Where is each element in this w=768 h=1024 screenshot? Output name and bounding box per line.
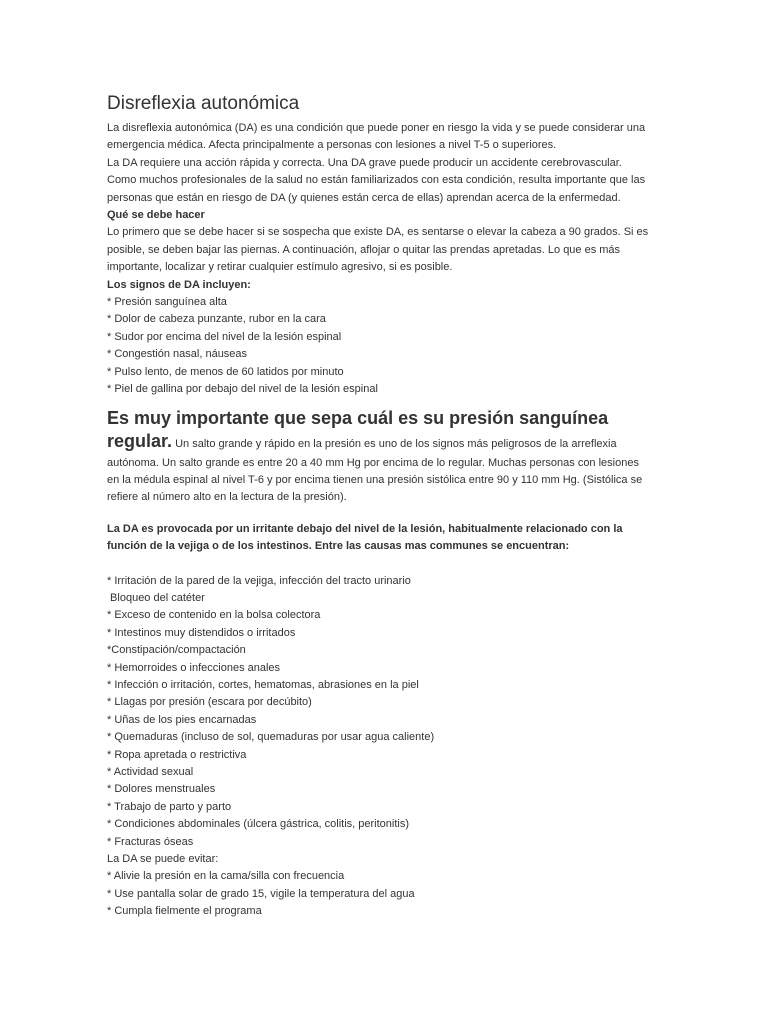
document-title: Disreflexia autonómica — [107, 93, 300, 114]
list-item: * Condiciones abdominales (úlcera gástrica, colitis, peritonitis) — [107, 818, 410, 831]
pressure-heading-end: regular. — [107, 430, 173, 451]
text-line: función de la vejiga o de los intestinos. Entre las causas mas communes se encuentran: — [107, 540, 570, 553]
text-line: Lo primero que se debe hacer si se sospecha que existe DA, es sentarse o elevar la cabeza a 90 grados. Si es — [107, 226, 649, 239]
list-item: * Piel de gallina por debajo del nivel de la lesión espinal — [107, 383, 378, 396]
pressure-section — [107, 407, 667, 507]
text-line: autónoma. Un salto grande es entre 20 a 40 mm Hg por encima de lo regular. Muchas personas con lesiones — [107, 456, 639, 469]
text-line: en la médula espinal al nivel T-6 y por encima tienen una presión sistólica entre 90 y 110 mm Hg. (Sistólica se — [107, 473, 643, 486]
text-line: La DA es provocada por un irritante debajo del nivel de la lesión, habitualmente relacionado con la — [107, 522, 623, 535]
list-item: * Cumpla fielmente el programa — [107, 905, 262, 918]
pressure-heading: Es muy importante que sepa cuál es su presión sanguínea — [107, 407, 609, 428]
text-line: Como muchos profesionales de la salud no están familiarizados con esta condición, resulta importante que las — [107, 174, 646, 187]
text-line: La disreflexia autonómica (DA) es una condición que puede poner en riesgo la vida y se puede considerar una — [107, 122, 646, 134]
list-item: * Uñas de los pies encarnadas — [107, 713, 257, 726]
list-item: * Exceso de contenido en la bolsa colectora — [107, 609, 321, 622]
text-line: personas que están en riesgo de DA (y quienes están cerca de ellas) aprendan acerca de la enfermedad. — [107, 191, 621, 204]
list-item: * Llagas por presión (escara por decúbito) — [107, 696, 312, 709]
list-item: * Pulso lento, de menos de 60 latidos por minuto — [107, 365, 344, 378]
pressure-text-first: Un salto grande y rápido en la presión es uno de los signos más peligrosos de la arreflexia — [172, 437, 617, 450]
spacer — [107, 556, 667, 573]
causes-list — [107, 573, 667, 852]
signs-heading: Los signos de DA incluyen: — [107, 278, 251, 291]
text-line: posible, se deben bajar las piernas. A continuación, aflojar o quitar las prendas apretadas. Lo que es más — [107, 243, 621, 256]
signs-list — [107, 294, 667, 398]
list-item: * Dolor de cabeza punzante, rubor en la cara — [107, 313, 326, 326]
list-item: * Alivie la presión en la cama/silla con frecuencia — [107, 870, 345, 883]
pressure-heading-continued — [107, 430, 667, 455]
list-item: * Irritación de la pared de la vejiga, infección del tracto urinario — [107, 574, 411, 587]
list-item: * Trabajo de parto y parto — [107, 800, 232, 813]
spacer — [107, 507, 667, 521]
prevent-heading: La DA se puede evitar: — [107, 853, 219, 866]
list-item: * Fracturas óseas — [107, 835, 194, 848]
list-item: * Sudor por encima del nivel de la lesión espinal — [107, 330, 342, 343]
text-line: La DA requiere una acción rápida y correcta. Una DA grave puede producir un accidente cerebrovascular. — [107, 156, 622, 169]
list-item: * Intestinos muy distendidos o irritados — [107, 626, 296, 639]
document — [107, 92, 667, 921]
list-item: * Actividad sexual — [107, 766, 194, 778]
text-line: importante, localizar y retirar cualquier estímulo agresivo, si es posible. — [107, 261, 453, 274]
list-item: * Ropa apretada o restrictiva — [107, 748, 247, 761]
text-line: refiere al número alto en la lectura de la presión). — [107, 491, 347, 504]
causes-intro — [107, 521, 667, 556]
list-item: * Presión sanguínea alta — [107, 296, 227, 309]
prevent-list — [107, 868, 667, 920]
list-item: * Dolores menstruales — [107, 783, 216, 796]
intro-paragraph — [107, 120, 667, 207]
list-item: *Constipación/compactación — [107, 644, 246, 657]
list-item: * Use pantalla solar de grado 15, vigile la temperatura del agua — [107, 887, 415, 900]
what-to-do-heading: Qué se debe hacer — [107, 209, 205, 222]
list-item: * Infección o irritación, cortes, hematomas, abrasiones en la piel — [107, 678, 419, 691]
list-item: * Quemaduras (incluso de sol, quemaduras por usar agua caliente) — [107, 731, 435, 744]
text-line: emergencia médica. Afecta principalmente a personas con lesiones a nivel T-5 o superiores. — [107, 139, 557, 152]
list-item: * Congestión nasal, náuseas — [107, 348, 248, 361]
what-to-do-paragraph — [107, 224, 667, 276]
list-item: Bloqueo del catéter — [107, 591, 205, 604]
list-item: * Hemorroides o infecciones anales — [107, 661, 281, 674]
